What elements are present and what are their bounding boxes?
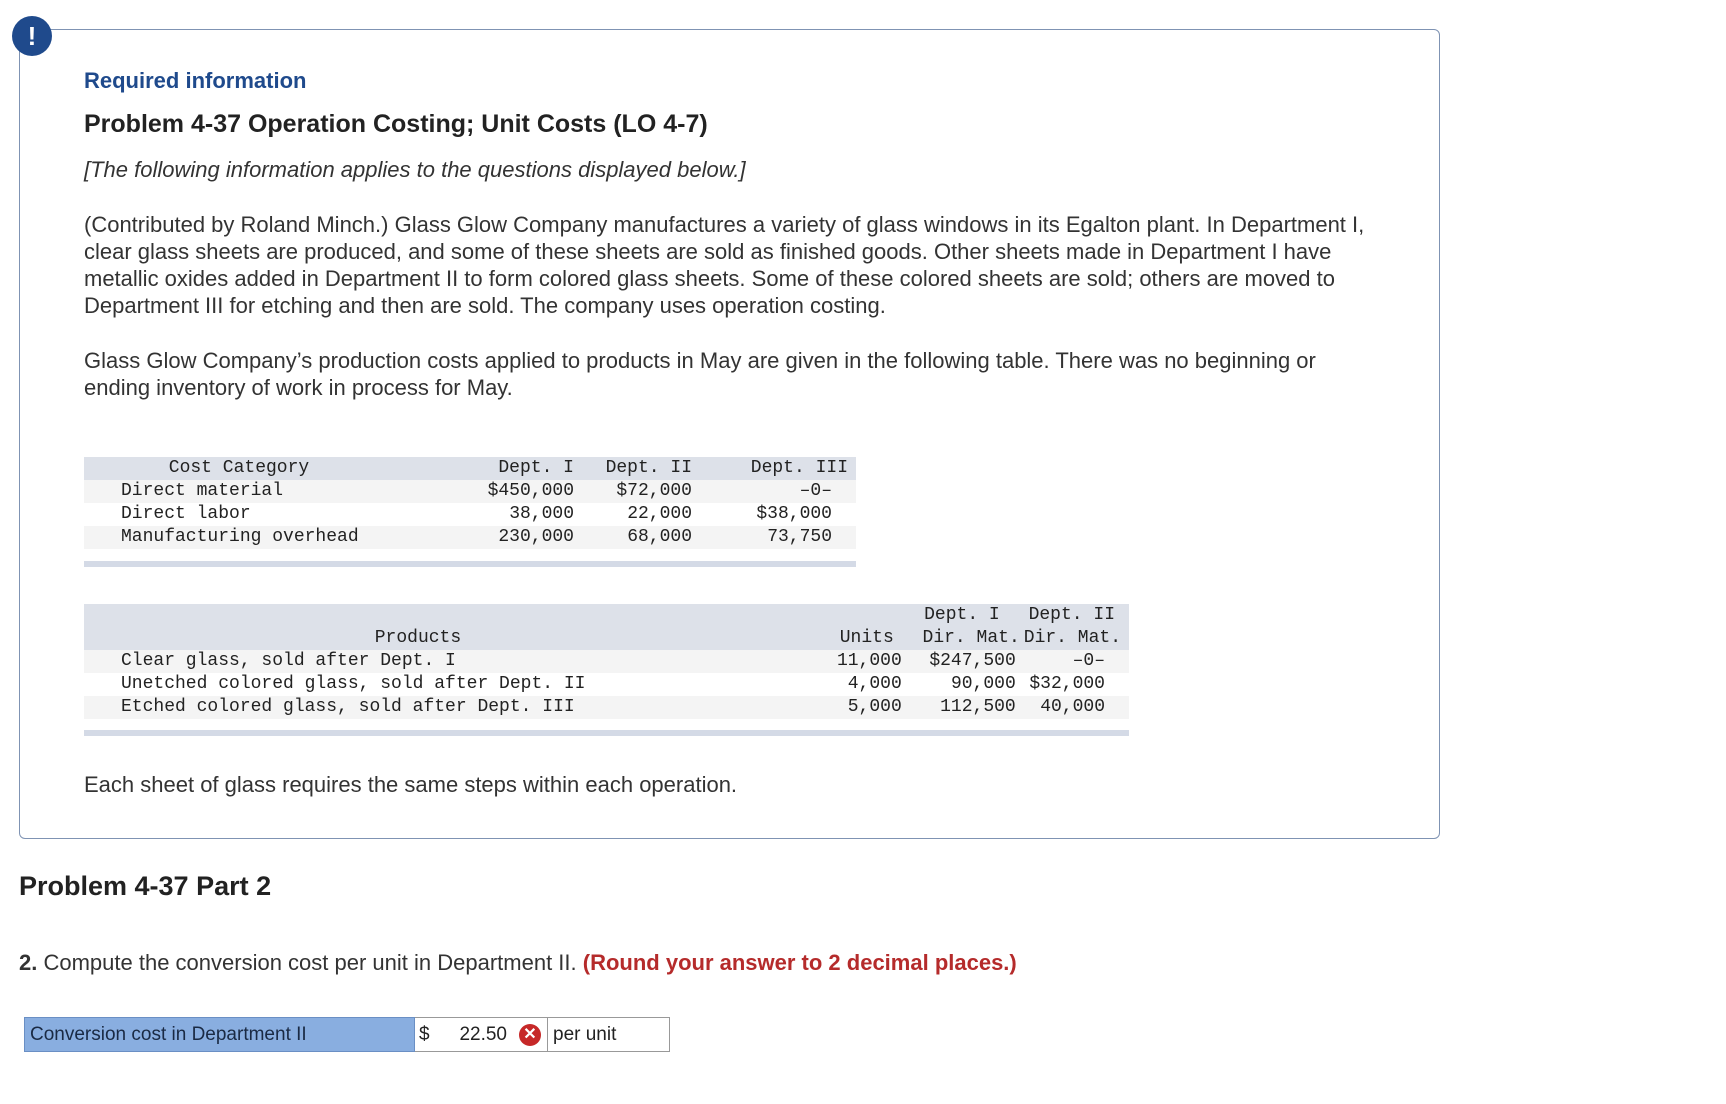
question-number: 2. bbox=[19, 950, 38, 975]
cell: 22,000 bbox=[627, 504, 692, 524]
question-body: Compute the conversion cost per unit in Department II. bbox=[37, 950, 583, 975]
header-cell: Products bbox=[374, 628, 462, 648]
cell: 90,000 bbox=[950, 674, 1016, 694]
table-divider bbox=[84, 561, 856, 567]
answer-row bbox=[24, 1017, 670, 1052]
row-label: Manufacturing overhead bbox=[121, 527, 359, 547]
exclamation-icon: ! bbox=[12, 16, 52, 56]
cell: 11,000 bbox=[836, 651, 902, 671]
answer-label: Conversion cost in Department II bbox=[24, 1017, 415, 1052]
cell: 5,000 bbox=[847, 697, 902, 717]
product-table-header-top bbox=[84, 604, 1129, 627]
cell: 112,500 bbox=[940, 697, 1016, 717]
header-cell: Units bbox=[839, 628, 894, 648]
header-cell: Dept. I bbox=[924, 605, 1000, 625]
cost-table bbox=[84, 457, 856, 549]
row-label: Clear glass, sold after Dept. I bbox=[121, 651, 456, 671]
header-cell: Cost Category bbox=[168, 458, 310, 478]
header-cell: Dept. I bbox=[498, 458, 574, 478]
unit-label: per unit bbox=[548, 1017, 670, 1052]
table-row bbox=[84, 650, 1129, 673]
cell: $247,500 bbox=[929, 651, 1016, 671]
cell: 4,000 bbox=[847, 674, 902, 694]
cell: –0– bbox=[1072, 651, 1105, 671]
header-cell: Dept. III bbox=[750, 458, 848, 478]
cell: 73,750 bbox=[767, 527, 832, 547]
steps-note: Each sheet of glass requires the same steps within each operation. bbox=[84, 772, 738, 797]
product-table bbox=[84, 604, 1129, 719]
cell: 38,000 bbox=[509, 504, 574, 524]
description-paragraph: (Contributed by Roland Minch.) Glass Glow Company manufactures a variety of glass windows in its Egalton plant. In Department I, clear glass sheets are produced, and some of these sheets are sold as finished goods. Other sheets made in Department I have metallic oxides added in Department II to form colored glass sheets. Some of these colored sheets are sold; others are moved to Department III for etching and then are sold. The company uses operation costing. bbox=[84, 212, 1365, 318]
problem-title: Problem 4-37 Operation Costing; Unit Costs (LO 4-7) bbox=[84, 110, 708, 138]
row-label: Unetched colored glass, sold after Dept. II bbox=[121, 674, 586, 694]
answer-value[interactable]: 22.50 bbox=[459, 1024, 507, 1045]
row-label: Direct material bbox=[121, 481, 284, 501]
part-title: Problem 4-37 Part 2 bbox=[19, 871, 272, 901]
table-row bbox=[84, 526, 856, 549]
applies-note: [The following information applies to the questions displayed below.] bbox=[84, 157, 746, 182]
cell: $72,000 bbox=[616, 481, 692, 501]
rounding-instruction: (Round your answer to 2 decimal places.) bbox=[582, 950, 1017, 975]
header-cell bbox=[84, 604, 752, 627]
cell: $450,000 bbox=[487, 481, 574, 501]
header-cell bbox=[752, 604, 902, 627]
currency-symbol: $ bbox=[419, 1024, 430, 1045]
table-divider bbox=[84, 730, 1129, 736]
cell: $38,000 bbox=[756, 504, 832, 524]
cell: 40,000 bbox=[1040, 697, 1105, 717]
row-label: Etched colored glass, sold after Dept. III bbox=[121, 697, 575, 717]
conversion-cost-input[interactable] bbox=[415, 1017, 548, 1052]
header-cell: Dept. II bbox=[1028, 605, 1115, 625]
table-row bbox=[84, 673, 1129, 696]
row-label: Direct labor bbox=[121, 504, 251, 524]
required-info-heading: Required information bbox=[84, 68, 307, 93]
question-text bbox=[19, 950, 1017, 976]
cell: $32,000 bbox=[1029, 674, 1105, 694]
header-cell: Dir. Mat. bbox=[1023, 628, 1121, 648]
incorrect-x-icon: ✕ bbox=[519, 1024, 541, 1046]
table-row bbox=[84, 480, 856, 503]
table-row bbox=[84, 503, 856, 526]
header-cell: Dir. Mat. bbox=[922, 628, 1020, 648]
table-row bbox=[84, 696, 1129, 719]
header-cell: Dept. II bbox=[605, 458, 692, 478]
cell: –0– bbox=[799, 481, 832, 501]
costs-intro-paragraph: Glass Glow Company’s production costs applied to products in May are given in the following table. There was no beginning or ending inventory of work in process for May. bbox=[84, 348, 1316, 400]
cell: 230,000 bbox=[498, 527, 574, 547]
product-table-header bbox=[84, 627, 1129, 650]
cell: 68,000 bbox=[627, 527, 692, 547]
cost-table-header bbox=[84, 457, 856, 480]
